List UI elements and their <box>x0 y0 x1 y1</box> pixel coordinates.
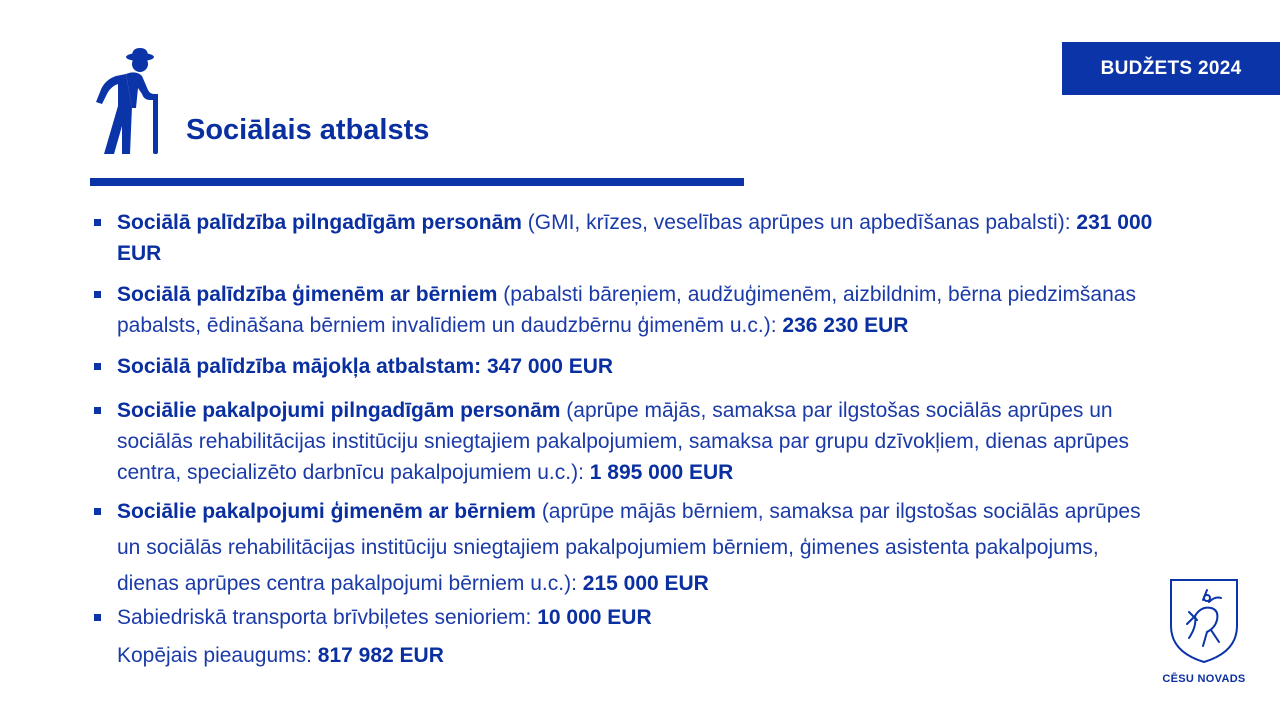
item-amount: 1 895 000 EUR <box>589 461 734 484</box>
item-amount: 236 230 EUR <box>782 314 909 337</box>
item-amount: 10 000 EUR <box>537 606 652 629</box>
bullet-icon <box>94 219 101 226</box>
item-heading: Sociālie pakalpojumi pilngadīgām personām <box>117 399 561 422</box>
item-heading: Sociālie pakalpojumi ģimenēm ar bērniem <box>117 500 536 523</box>
bullet-icon <box>94 614 101 621</box>
list-item <box>92 602 1162 633</box>
list-item <box>92 207 1162 269</box>
page-title: Sociālais atbalsts <box>186 114 430 146</box>
bullet-icon <box>94 407 101 414</box>
item-text: (GMI, krīzes, veselības aprūpes un apbedīšanas pabalsti): <box>521 211 1077 234</box>
list-item <box>92 279 1162 341</box>
item-heading: Sociālā palīdzība pilngadīgām personām <box>117 211 522 234</box>
item-amount: 215 000 EUR <box>582 572 709 595</box>
list-item <box>92 351 1162 382</box>
cesu-novads-coat-of-arms-icon <box>1167 576 1241 664</box>
item-amount: 231 000 EUR <box>117 211 1153 265</box>
bullet-icon <box>94 508 101 515</box>
bullet-icon <box>94 291 101 298</box>
total-increase <box>117 644 444 668</box>
total-label: Kopējais pieaugums: <box>117 644 318 667</box>
list-item <box>92 494 1162 602</box>
total-amount: 817 982 EUR <box>317 644 444 667</box>
title-divider <box>90 178 744 186</box>
item-heading: Sociālā palīdzība ģimenēm ar bērniem <box>117 283 498 306</box>
item-amount: 347 000 EUR <box>486 355 614 378</box>
item-heading: Sociālā palīdzība mājokļa atbalstam: <box>117 355 487 378</box>
municipality-logo <box>1160 576 1248 692</box>
support-list <box>92 207 1162 643</box>
budget-badge: BUDŽETS 2024 <box>1062 42 1280 95</box>
bullet-icon <box>94 363 101 370</box>
item-text: (aprūpe mājās, samaksa par ilgstošas sociālās aprūpes un sociālās rehabilitācijas institūciju sniegtajiem pakalpojumiem, samaksa par grupu dzīvokļiem, dienas aprūpes centra, specializēto darbnīcu pakalpojumiem u.c.): <box>117 399 1129 484</box>
logo-text: CĒSU NOVADS <box>1162 673 1246 685</box>
item-text: Sabiedriskā transporta brīvbiļetes senioriem: <box>117 606 538 629</box>
list-item <box>92 395 1162 488</box>
item-text: (aprūpe mājās bērniem, samaksa par ilgstošas sociālās aprūpes un sociālās rehabilitācijas institūciju sniegtajiem pakalpojumiem bērniem, ģimenes asistenta pakalpojums, dienas aprūpes centra pakalpojumi bērniem u.c.): <box>117 500 1141 595</box>
elderly-person-with-cane-icon <box>92 46 164 156</box>
item-text: (pabalsti bāreņiem, audžuģimenēm, aizbildnim, bērna piedzimšanas pabalsts, ēdināšana bērniem invalīdiem un daudzbērnu ģimenēm u.c.): <box>117 283 1136 337</box>
